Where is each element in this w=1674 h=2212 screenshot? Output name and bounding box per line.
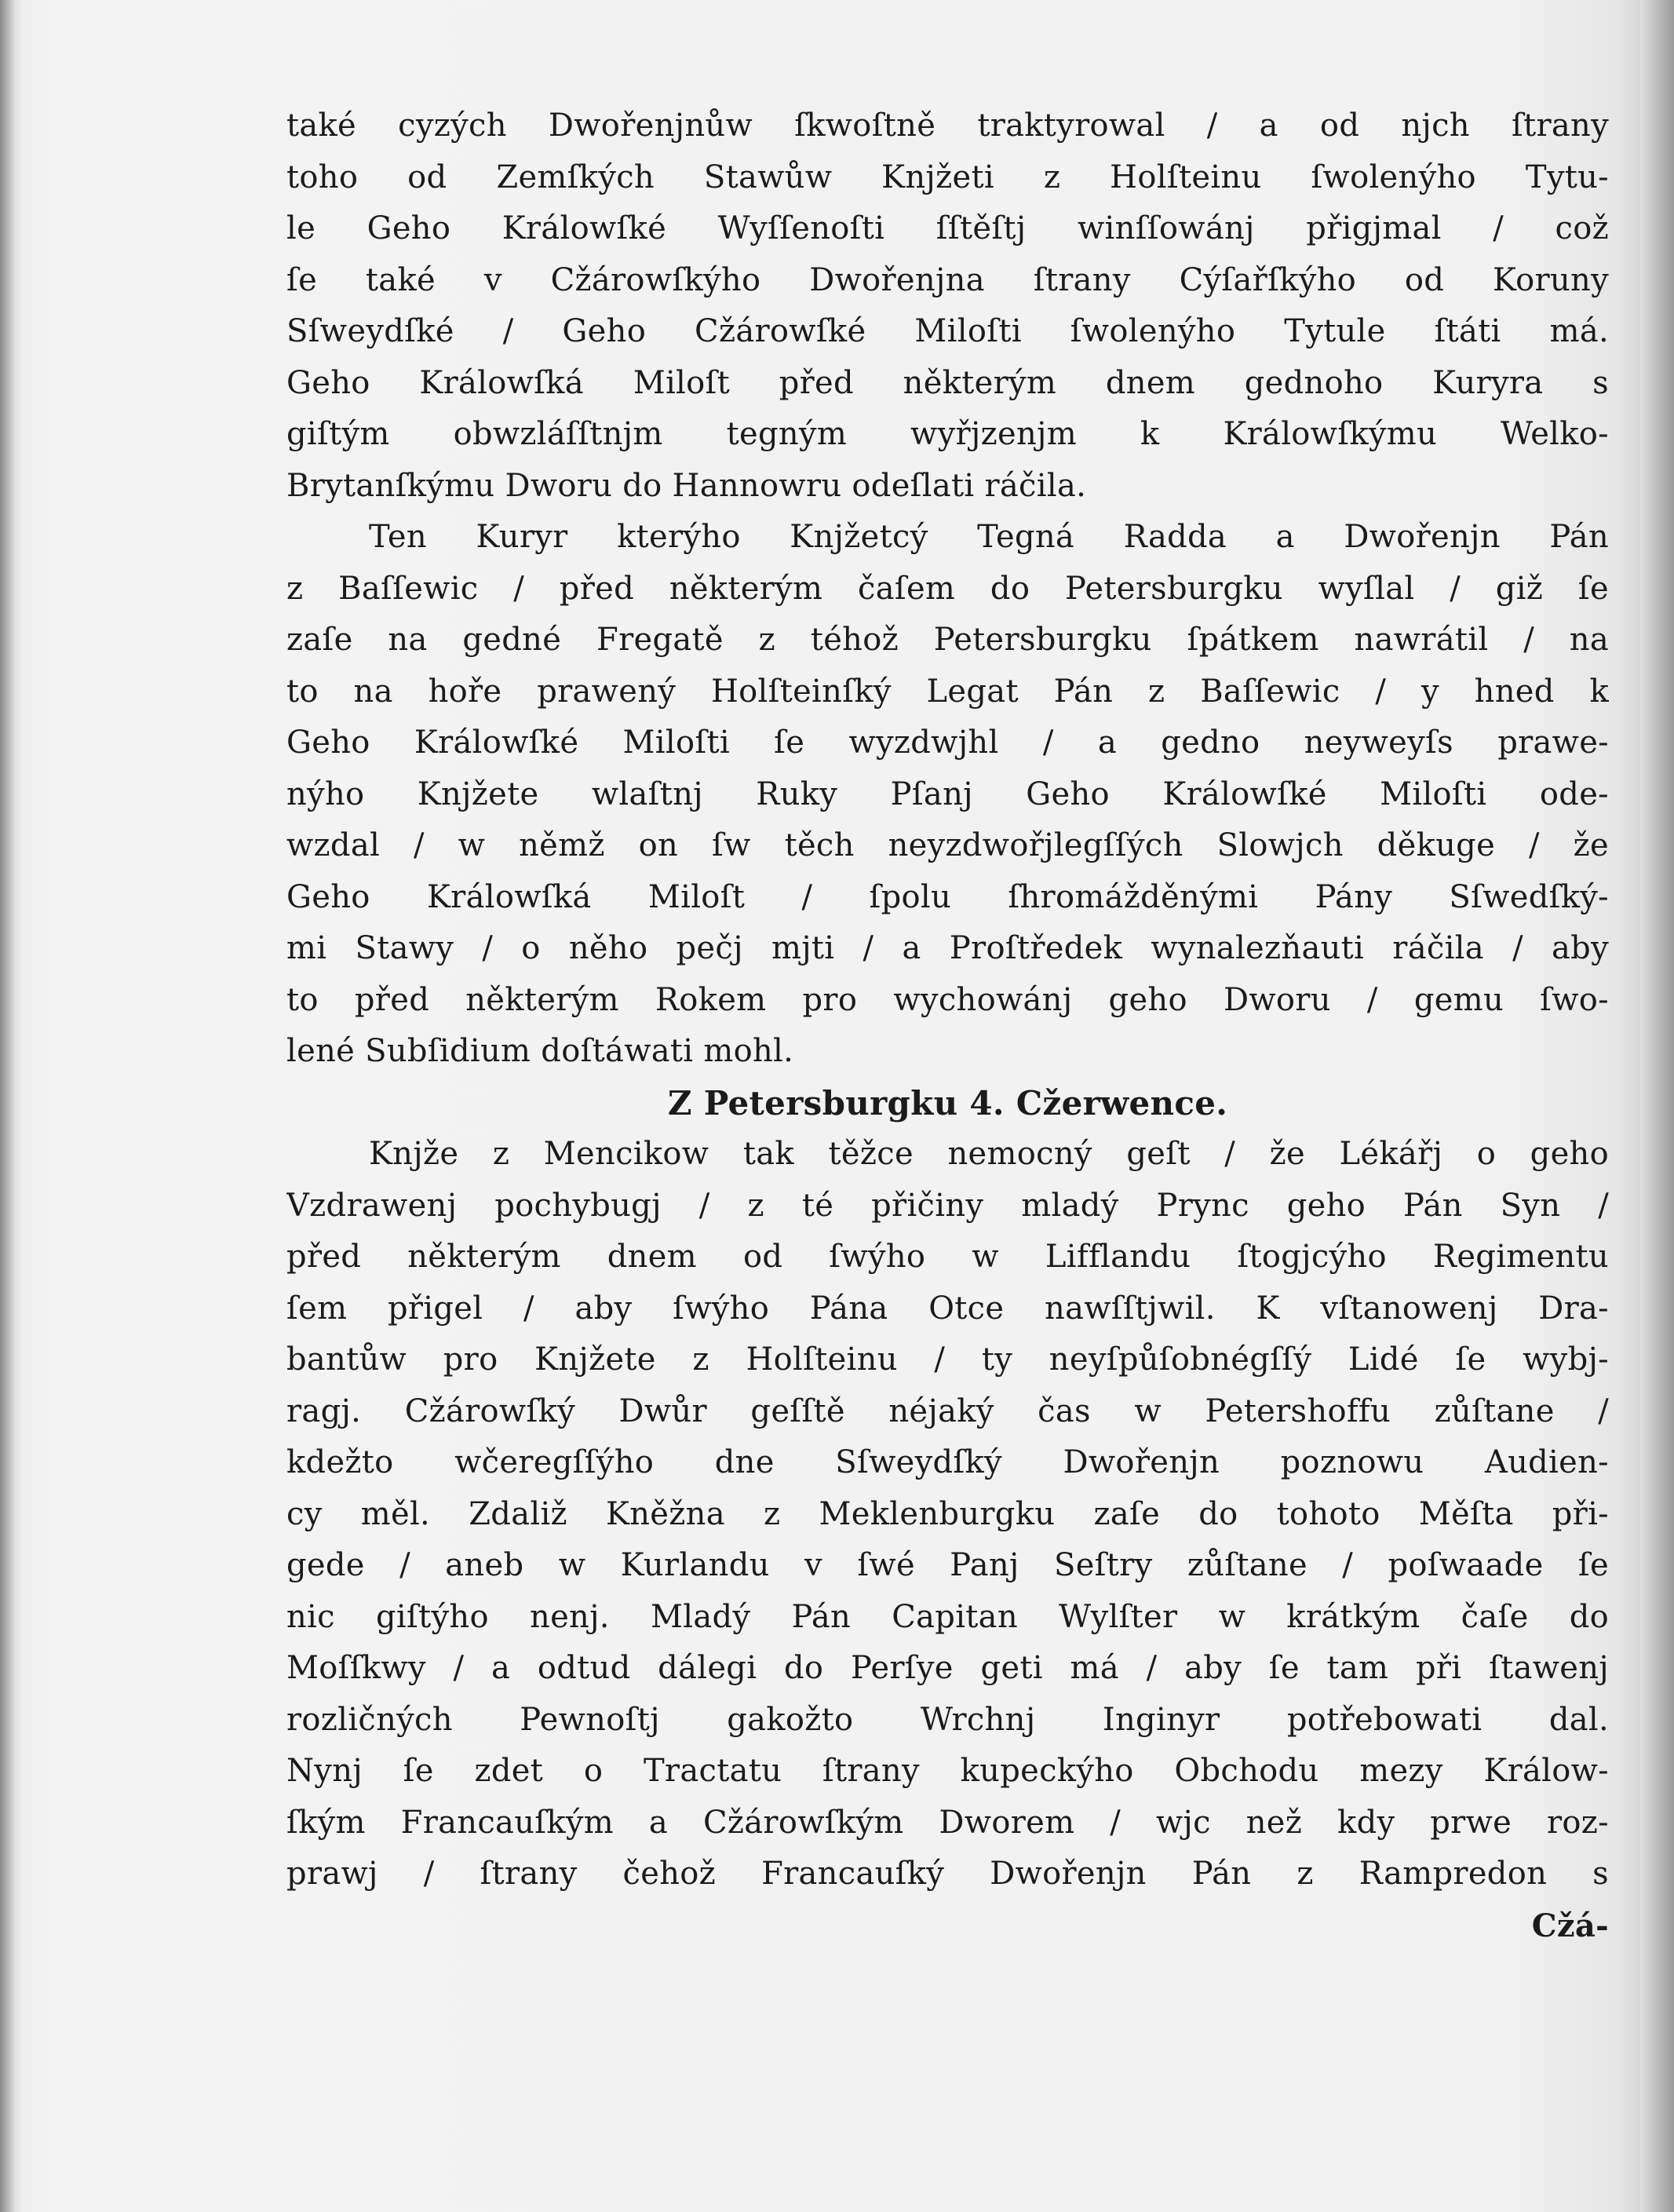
text-line: bantůw pro Knjžete z Holſteinu / ty neyſpůſobnégſſý Lidé ſe wybj- bbox=[286, 1341, 1609, 1378]
page-text-block bbox=[286, 100, 1609, 1951]
text-line: to před některým Rokem pro wychowánj geho Dworu / gemu ſwo- bbox=[286, 981, 1609, 1018]
text-line: Vzdrawenj pochybugj / z té přičiny mladý Prync geho Pán Syn / bbox=[286, 1187, 1609, 1224]
text-line: zaſe na gedné Fregatě z téhož Petersburgku ſpátkem nawrátil / na bbox=[286, 622, 1609, 658]
text-line: lené Subſidium doſtáwati mohl. bbox=[286, 1033, 794, 1069]
text-line: giſtým obwzláſſtnjm tegným wyřjzenjm k Králowſkýmu Welko- bbox=[286, 416, 1609, 452]
catchword: Cžá- bbox=[1531, 1907, 1609, 1944]
text-line: ſem přigel / aby ſwýho Pána Otce nawſſtjwil. K vſtanowenj Dra- bbox=[286, 1290, 1609, 1327]
text-line: rozličných Pewnoſtj gakožto Wrchnj Inginyr potřebowati dal. bbox=[286, 1701, 1609, 1738]
page-right-edge-shadow bbox=[1640, 0, 1674, 2212]
paragraph-3 bbox=[286, 1129, 1609, 1900]
text-line: Knjže z Mencikow tak těžce nemocný geſt / že Lékářj o geho bbox=[369, 1136, 1609, 1172]
page-left-edge-shadow bbox=[0, 0, 14, 2212]
text-line: z Baſſewic / před některým čaſem do Petersburgku wyſlal / giž ſe bbox=[286, 570, 1609, 607]
text-line: Geho Králowſká Miloſt před některým dnem gednoho Kuryra s bbox=[286, 364, 1609, 401]
text-line: to na hoře prawený Holſteinſký Legat Pán z Baſſewic / y hned k bbox=[286, 673, 1609, 710]
text-line: ſkým Francauſkým a Cžárowſkým Dworem / wjc než kdy prwe roz- bbox=[286, 1804, 1609, 1841]
dateline-heading: Z Petersburgku 4. Cžerwence. bbox=[667, 1083, 1228, 1122]
text-line: Ten Kuryr kterýho Knjžetcý Tegná Radda a Dwořenjn Pán bbox=[369, 519, 1609, 555]
text-line: cy měl. Zdaliž Kněžna z Meklenburgku zaſe do tohoto Měſta při- bbox=[286, 1495, 1609, 1532]
paragraph-2 bbox=[286, 512, 1609, 1078]
paragraph-1 bbox=[286, 100, 1609, 512]
text-line: Brytanſkýmu Dworu do Hannowru odeſlati ráčila. bbox=[286, 467, 1087, 504]
text-line: wzdal / w němž on ſw těch neyzdwořjlegſſých Slowjch děkuge / že bbox=[286, 827, 1609, 863]
text-line: ragj. Cžárowſký Dwůr geſſtě néjaký čas w Petershoffu zůſtane / bbox=[286, 1393, 1609, 1429]
text-line: před některým dnem od ſwýho w Lifflandu ſtogjcýho Regimentu bbox=[286, 1239, 1609, 1275]
text-line: nýho Knjžete wlaſtnj Ruky Pſanj Geho Králowſké Miloſti ode- bbox=[286, 776, 1609, 812]
text-line: ſe také v Cžárowſkýho Dwořenjna ſtrany Cýſařſkýho od Koruny bbox=[286, 261, 1609, 298]
text-line: také cyzých Dwořenjnůw ſkwoſtně traktyrowal / a od njch ſtrany bbox=[286, 108, 1609, 144]
text-line: Moſſkwy / a odtud dálegi do Perſye geti má / aby ſe tam při ſtawenj bbox=[286, 1650, 1609, 1686]
text-line: toho od Zemſkých Stawůw Knjžeti z Holſteinu ſwolenýho Tytu- bbox=[286, 159, 1609, 195]
text-line: kdežto wčeregſſýho dne Sſweydſký Dwořenjn poznowu Audien- bbox=[286, 1444, 1609, 1480]
text-line: Sſweydſké / Geho Cžárowſké Miloſti ſwolenýho Tytule ſtáti má. bbox=[286, 313, 1609, 349]
text-line: nic giſtýho nenj. Mladý Pán Capitan Wylſter w krátkým čaſe do bbox=[286, 1598, 1609, 1635]
text-line: le Geho Králowſké Wyſſenoſti ſſtěſtj winſſowánj přigjmal / což bbox=[286, 210, 1609, 246]
text-line: gede / aneb w Kurlandu v ſwé Panj Seſtry zůſtane / poſwaade ſe bbox=[286, 1547, 1609, 1583]
text-line: Geho Králowſká Miloſt / ſpolu ſhromážděnými Pány Sſwedſký- bbox=[286, 878, 1609, 915]
text-line: prawj / ſtrany čehož Francauſký Dwořenjn Pán z Rampredon s bbox=[286, 1856, 1609, 1892]
text-line: Nynj ſe zdet o Tractatu ſtrany kupeckýho Obchodu mezy Králow- bbox=[286, 1753, 1609, 1789]
text-line: mi Stawy / o něho pečj mjti / a Proſtředek wynalezňauti ráčila / aby bbox=[286, 930, 1609, 966]
text-line: Geho Králowſké Miloſti ſe wyzdwjhl / a gedno neyweyſs prawe- bbox=[286, 725, 1609, 761]
